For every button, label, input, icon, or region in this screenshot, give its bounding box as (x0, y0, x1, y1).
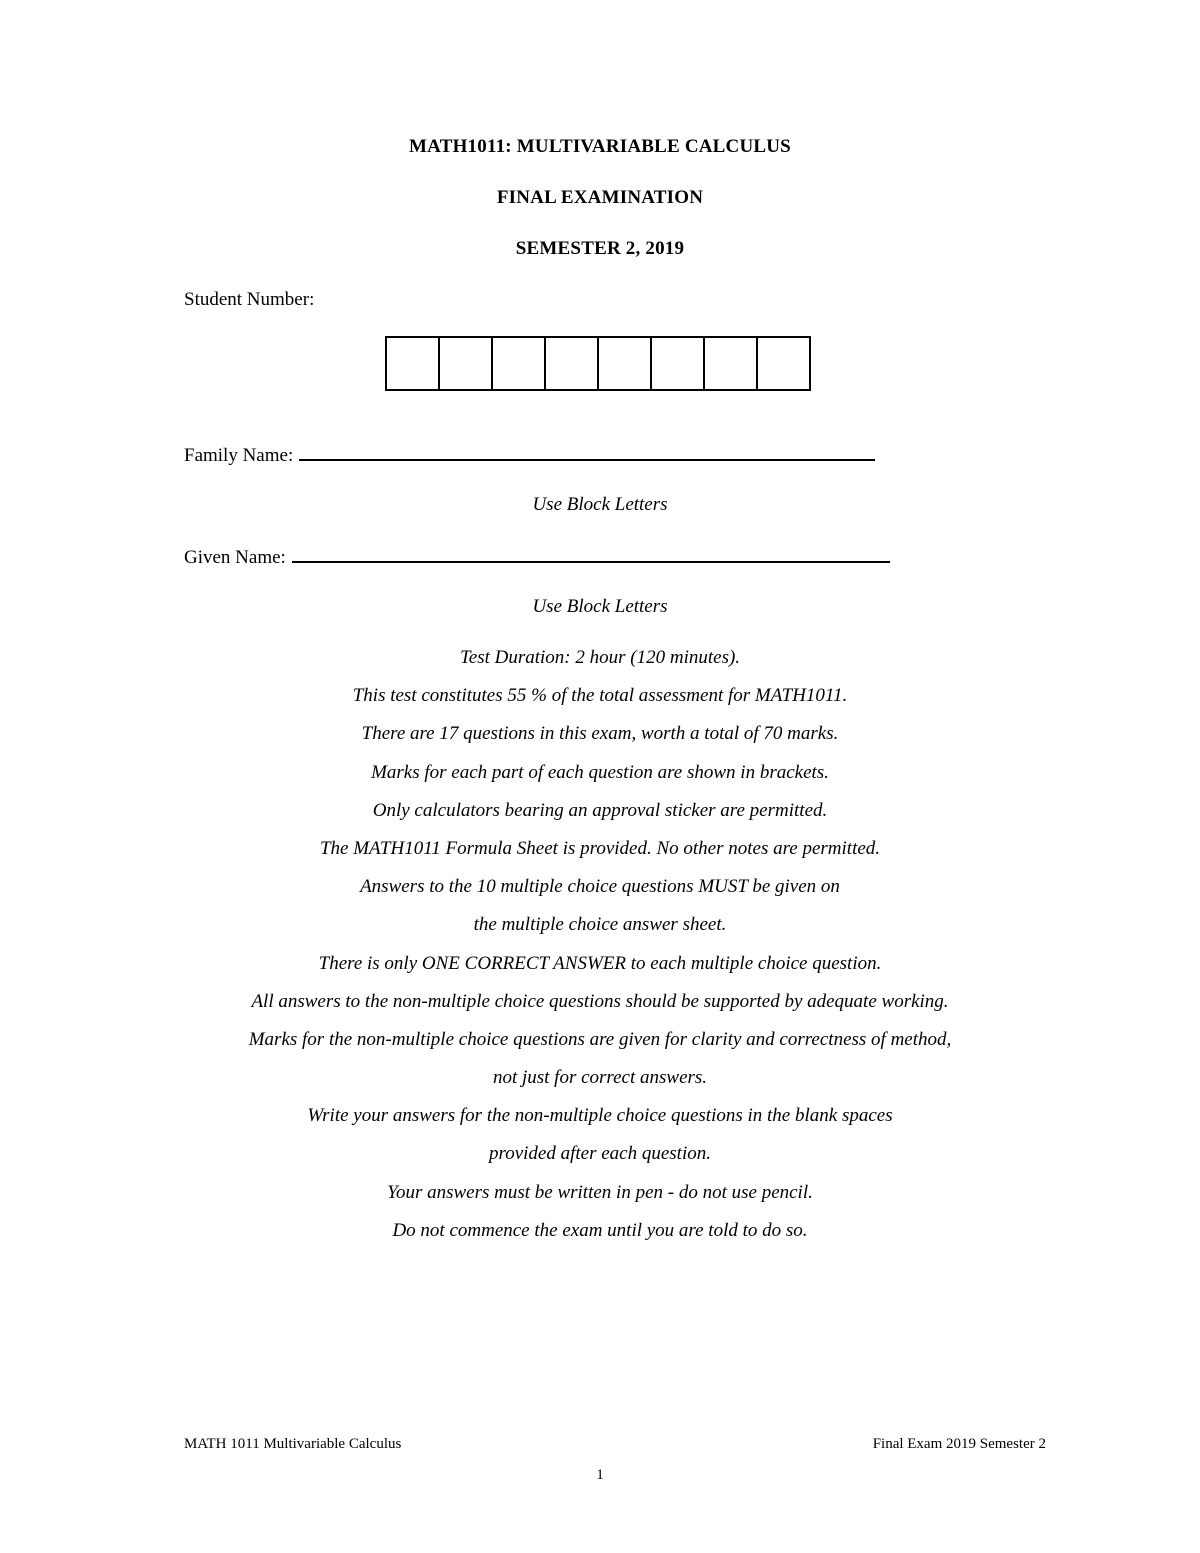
instruction-line: the multiple choice answer sheet. (473, 914, 727, 936)
student-number-digit-box[interactable] (387, 336, 440, 391)
student-number-digit-box[interactable] (546, 336, 599, 391)
student-number-digit-box[interactable] (440, 336, 493, 391)
instruction-line: There are 17 questions in this exam, worth a total of 70 marks. (361, 723, 839, 745)
given-name-label: Given Name: (184, 547, 286, 568)
course-title: MATH1011: MULTIVARIABLE CALCULUS (409, 136, 791, 157)
instruction-line: Do not commence the exam until you are told to do so. (392, 1219, 808, 1241)
given-name-hint: Use Block Letters (532, 596, 668, 617)
student-number-digit-box[interactable] (652, 336, 705, 391)
instruction-line: The MATH1011 Formula Sheet is provided. No other notes are permitted. (319, 837, 881, 859)
semester-title: SEMESTER 2, 2019 (515, 238, 685, 259)
family-name-label: Family Name: (184, 445, 294, 466)
instruction-line: Test Duration: 2 hour (120 minutes). (459, 647, 741, 668)
family-name-hint: Use Block Letters (532, 494, 668, 515)
instruction-line: provided after each question. (489, 1143, 711, 1165)
footer-exam: Final Exam 2019 Semester 2 (872, 1436, 1046, 1452)
instruction-line: Write your answers for the non-multiple choice questions in the blank spaces (307, 1105, 893, 1127)
student-number-label: Student Number: (184, 289, 315, 310)
instruction-line: Marks for the non-multiple choice questions are given for clarity and correctness of method, (248, 1028, 952, 1050)
student-number-digit-box[interactable] (758, 336, 811, 391)
exam-title: FINAL EXAMINATION (496, 187, 704, 208)
footer-course: MATH 1011 Multivariable Calculus (184, 1436, 402, 1452)
instruction-line: Only calculators bearing an approval sticker are permitted. (372, 799, 828, 821)
family-name-field[interactable] (299, 443, 875, 461)
family-name-row (184, 443, 875, 467)
instruction-line: This test constitutes 55 % of the total assessment for MATH1011. (352, 685, 848, 707)
exam-instructions (0, 646, 1200, 1257)
instruction-line: Answers to the 10 multiple choice questions MUST be given on (360, 876, 840, 898)
student-number-boxes (385, 336, 811, 391)
student-number-digit-box[interactable] (493, 336, 546, 391)
instruction-line: There is only ONE CORRECT ANSWER to each multiple choice question. (318, 952, 882, 974)
instruction-line: All answers to the non-multiple choice questions should be supported by adequate working. (251, 990, 949, 1012)
instruction-line: not just for correct answers. (492, 1067, 708, 1089)
student-number-digit-box[interactable] (705, 336, 758, 391)
instruction-line: Marks for each part of each question are shown in brackets. (371, 761, 829, 783)
given-name-row (184, 545, 890, 569)
given-name-field[interactable] (292, 545, 890, 563)
student-number-digit-box[interactable] (599, 336, 652, 391)
page-number: 1 (596, 1467, 604, 1483)
instruction-line: Your answers must be written in pen - do not use pencil. (387, 1181, 813, 1203)
